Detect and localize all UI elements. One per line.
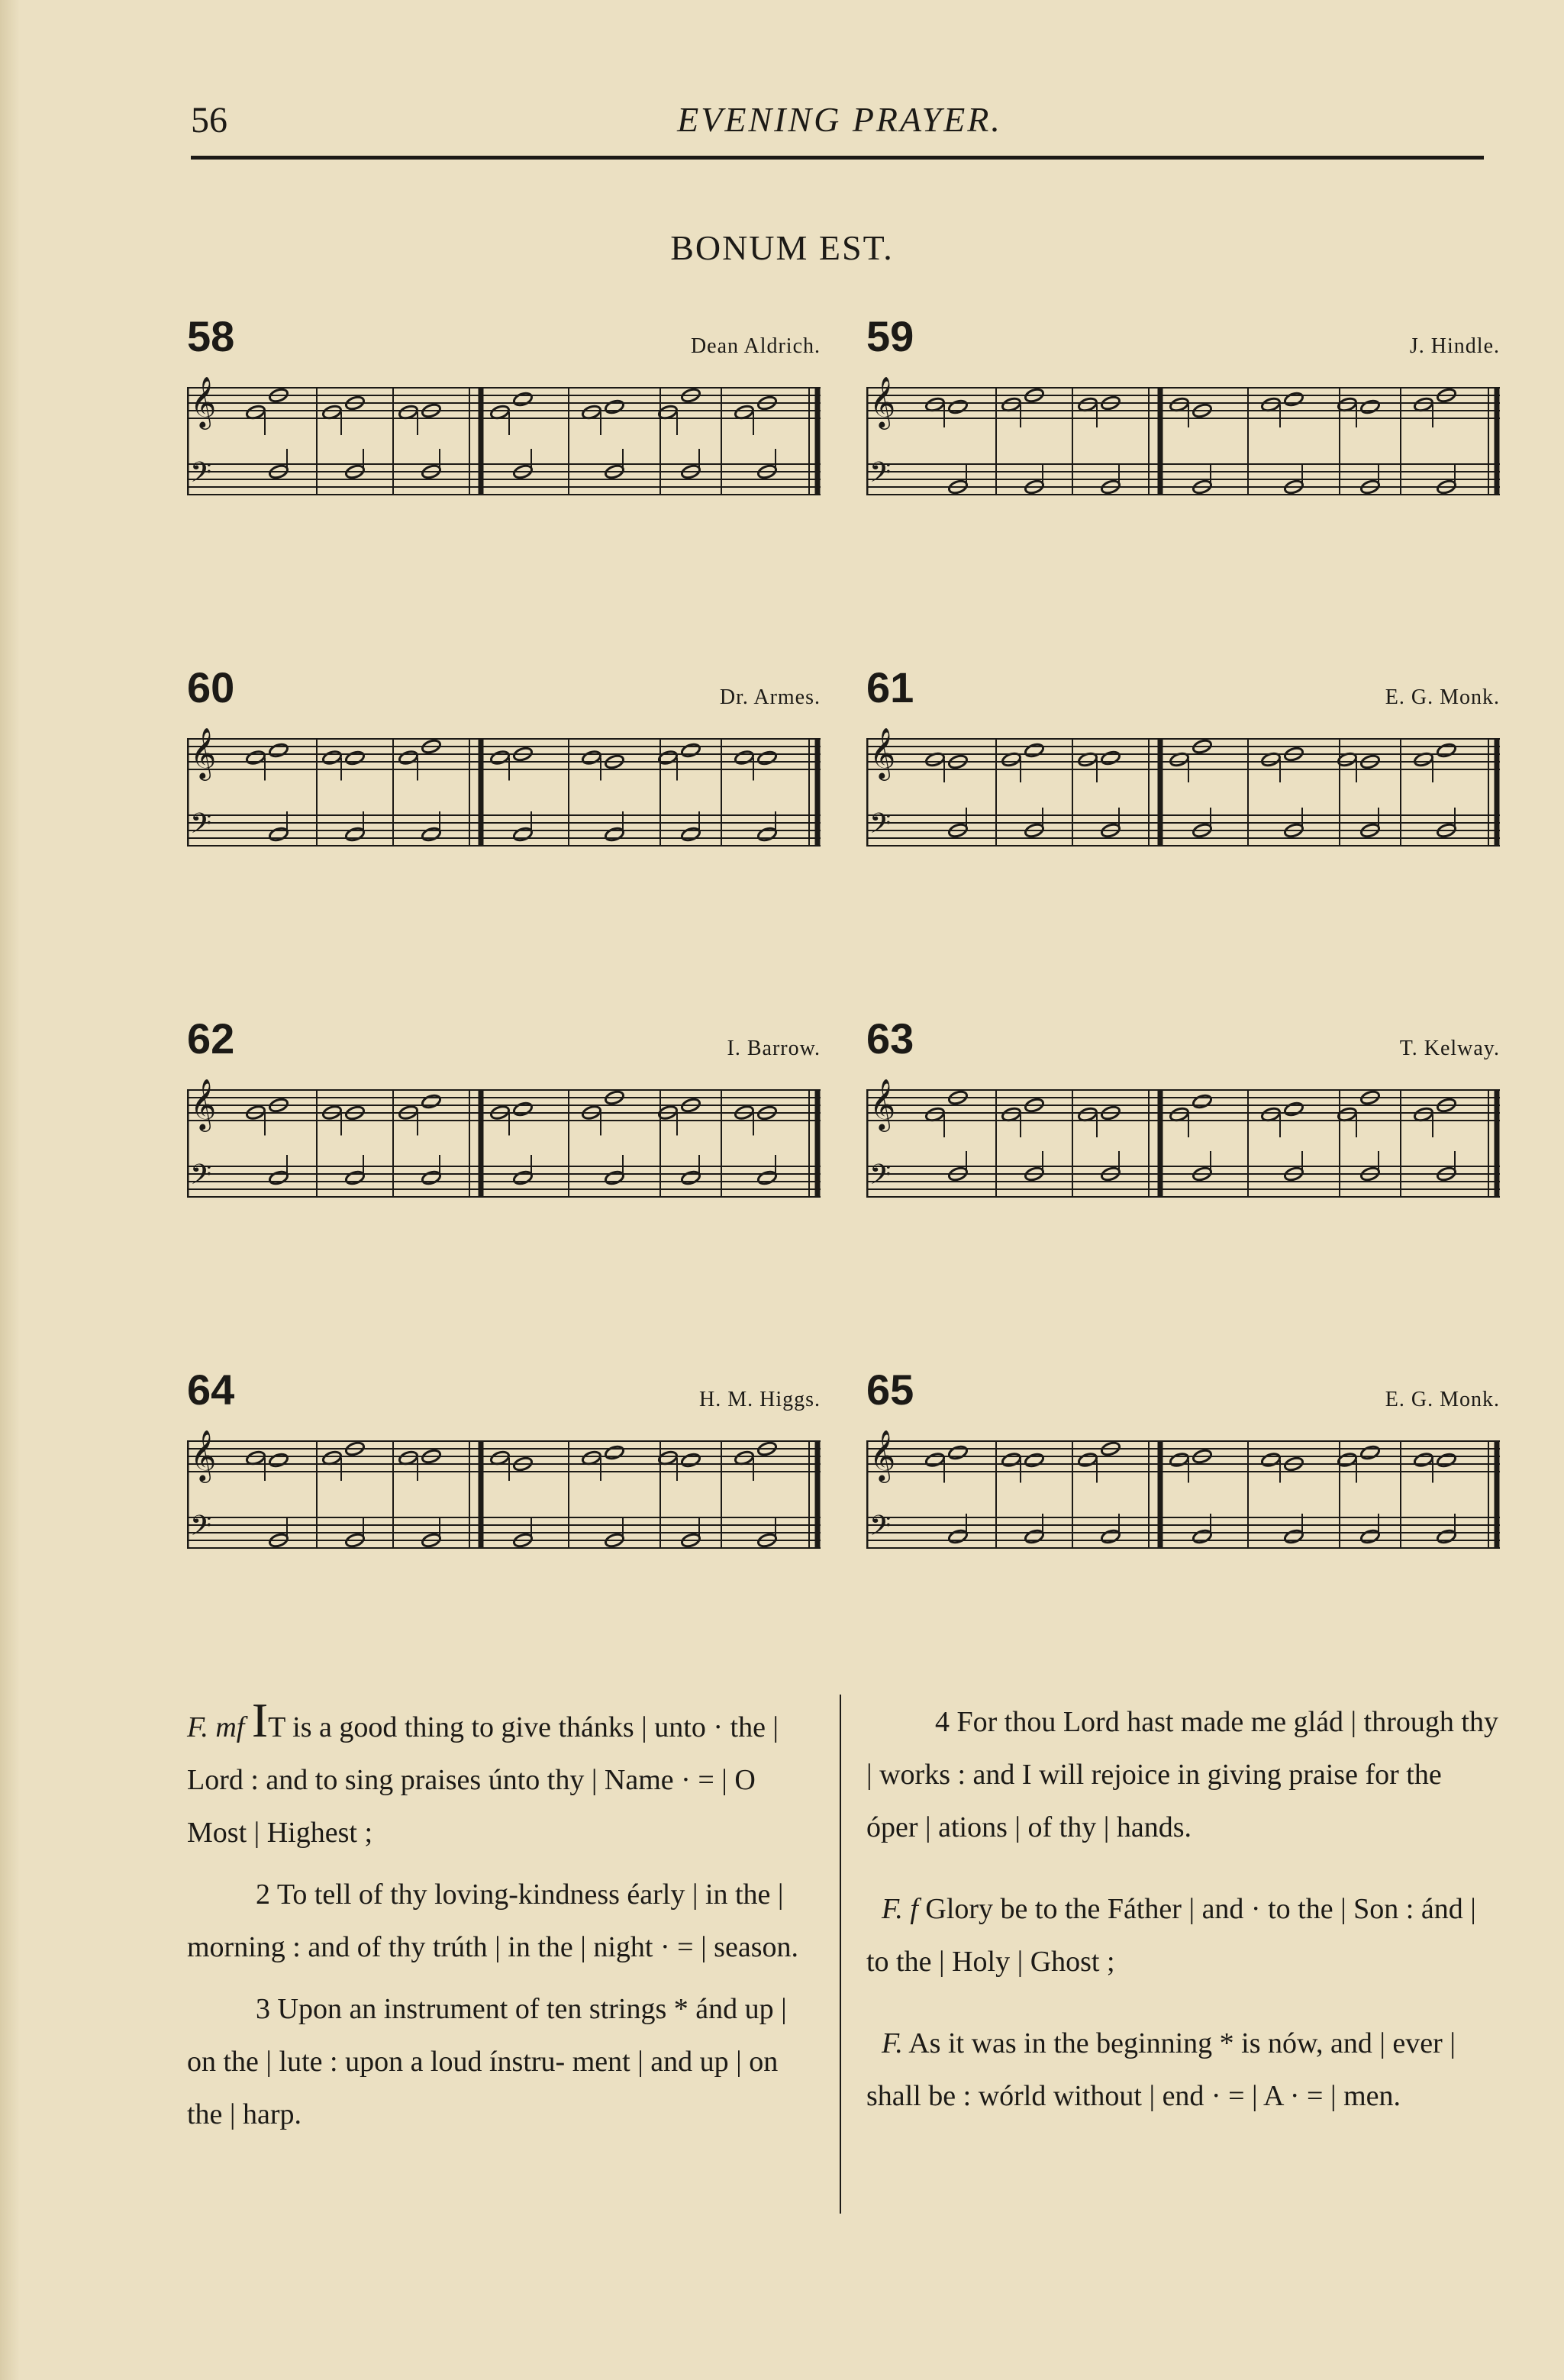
drop-cap: I bbox=[251, 1693, 269, 1747]
chant-number: 64 bbox=[187, 1366, 235, 1414]
music-score bbox=[187, 1067, 821, 1220]
note-head bbox=[1260, 1452, 1281, 1468]
music-score bbox=[187, 365, 821, 518]
note-head bbox=[268, 1169, 289, 1185]
note-head bbox=[604, 1444, 624, 1460]
verse-1 bbox=[187, 1693, 821, 1859]
note-head bbox=[1100, 1528, 1121, 1544]
note-head bbox=[398, 750, 418, 766]
gloria bbox=[866, 1883, 1500, 1988]
note-head bbox=[321, 750, 342, 766]
note-head bbox=[421, 826, 441, 842]
note-head bbox=[1436, 742, 1456, 758]
column-divider bbox=[840, 1695, 841, 2214]
note-head bbox=[924, 1452, 945, 1468]
note-head bbox=[581, 750, 601, 766]
note-head bbox=[1024, 1452, 1044, 1468]
note-head bbox=[947, 1528, 968, 1544]
treble-clef-icon: 𝄞 bbox=[190, 376, 217, 427]
text-column-left bbox=[187, 1693, 821, 2141]
treble-clef-icon: 𝄞 bbox=[190, 1078, 217, 1130]
note-head bbox=[1283, 1528, 1304, 1544]
note-head bbox=[1100, 750, 1121, 766]
chant-composer: E. G. Monk. bbox=[1385, 1388, 1500, 1411]
chant-composer: Dr. Armes. bbox=[719, 685, 821, 709]
note-head bbox=[268, 1452, 289, 1468]
chant-number: 62 bbox=[187, 1014, 235, 1063]
note-head bbox=[344, 750, 365, 766]
note-head bbox=[947, 1444, 968, 1460]
note-head bbox=[756, 750, 777, 766]
chant-composer: I. Barrow. bbox=[727, 1037, 821, 1060]
verse-3: 3 Upon an instrument of ten strings * ánd up | on the | lute : upon a loud ínstru- ment | and up | on the | harp. bbox=[187, 1993, 787, 2130]
note-head bbox=[1359, 1528, 1380, 1544]
music-score bbox=[866, 716, 1500, 869]
note-head bbox=[680, 1452, 701, 1468]
note-head bbox=[1283, 391, 1304, 407]
page-edge bbox=[0, 0, 20, 2380]
chant-61 bbox=[866, 663, 1500, 892]
music-score bbox=[866, 1067, 1500, 1220]
note-head bbox=[1359, 398, 1380, 414]
running-title: EVENING PRAYER. bbox=[677, 100, 1002, 139]
note-head bbox=[512, 1169, 533, 1185]
verse-2: 2 To tell of thy loving-kindness éarly | in the | morning : and of thy trúth | in the | night · = | season. bbox=[187, 1879, 798, 1963]
section-title: BONUM EST. bbox=[670, 228, 894, 267]
note-head bbox=[734, 750, 754, 766]
music-score bbox=[187, 1418, 821, 1571]
text-column-right bbox=[866, 1696, 1500, 2123]
note-head bbox=[947, 398, 968, 414]
music-score bbox=[866, 365, 1500, 518]
chant-number: 63 bbox=[866, 1014, 914, 1063]
treble-clef-icon: 𝄞 bbox=[869, 1078, 896, 1130]
gloria-text: Glory be to the Fáther | and · to the | Son : ánd | to the | Holy | Ghost ; bbox=[866, 1893, 1476, 1978]
bass-clef-icon: 𝄢 bbox=[869, 1159, 892, 1198]
note-head bbox=[245, 750, 266, 766]
note-head bbox=[512, 1101, 533, 1117]
note-head bbox=[1359, 1444, 1380, 1460]
chant-composer: T. Kelway. bbox=[1399, 1037, 1500, 1060]
note-head bbox=[680, 826, 701, 842]
verse-text: T is a good thing to give thánks | unto · the | Lord : and to sing praises únto thy | Name · = | O Most | Highest ; bbox=[187, 1711, 779, 1849]
note-head bbox=[1436, 1452, 1456, 1468]
note-head bbox=[604, 398, 624, 414]
chant-number: 65 bbox=[866, 1366, 914, 1414]
chant-58 bbox=[187, 311, 821, 540]
chant-60 bbox=[187, 663, 821, 892]
note-head bbox=[344, 1169, 365, 1185]
header-rule bbox=[191, 156, 1484, 160]
chant-number: 60 bbox=[187, 663, 235, 711]
amen-text: As it was in the beginning * is nów, and | ever | shall be : wórld without | end · = | A · = | men. bbox=[866, 2027, 1456, 2112]
dynamic-mark: F. bbox=[882, 2027, 903, 2059]
note-head bbox=[604, 1169, 624, 1185]
note-head bbox=[1001, 1452, 1021, 1468]
note-head bbox=[1192, 1528, 1212, 1544]
page-header bbox=[191, 99, 1488, 160]
note-head bbox=[421, 1093, 441, 1109]
note-head bbox=[421, 1169, 441, 1185]
bass-clef-icon: 𝄢 bbox=[869, 808, 892, 847]
bass-clef-icon: 𝄢 bbox=[190, 1159, 212, 1198]
chant-65 bbox=[866, 1365, 1500, 1594]
note-head bbox=[680, 742, 701, 758]
note-head bbox=[344, 826, 365, 842]
chant-number: 61 bbox=[866, 663, 914, 711]
note-head bbox=[1192, 1093, 1212, 1109]
note-head bbox=[1024, 1528, 1044, 1544]
bass-clef-icon: 𝄢 bbox=[190, 1510, 212, 1549]
chant-63 bbox=[866, 1014, 1500, 1243]
note-head bbox=[1024, 742, 1044, 758]
note-head bbox=[1169, 1452, 1189, 1468]
note-head bbox=[1077, 1452, 1098, 1468]
note-head bbox=[1413, 1452, 1433, 1468]
note-head bbox=[512, 826, 533, 842]
treble-clef-icon: 𝄞 bbox=[190, 1429, 217, 1481]
note-head bbox=[268, 826, 289, 842]
note-head bbox=[756, 826, 777, 842]
note-head bbox=[489, 750, 510, 766]
bass-clef-icon: 𝄢 bbox=[869, 456, 892, 495]
note-head bbox=[604, 826, 624, 842]
treble-clef-icon: 𝄞 bbox=[869, 727, 896, 779]
dynamic-mark: F. mf bbox=[187, 1711, 245, 1743]
bass-clef-icon: 𝄢 bbox=[869, 1510, 892, 1549]
verse-4: 4 For thou Lord hast made me glád | through thy | works : and I will rejoice in giving praise for the óper | ations | of thy | hands. bbox=[866, 1706, 1498, 1843]
treble-clef-icon: 𝄞 bbox=[869, 376, 896, 427]
note-head bbox=[512, 391, 533, 407]
chant-composer: J. Hindle. bbox=[1409, 334, 1500, 358]
gloria-amen bbox=[866, 2017, 1500, 2123]
note-head bbox=[680, 1169, 701, 1185]
music-score bbox=[866, 1418, 1500, 1571]
bass-clef-icon: 𝄢 bbox=[190, 456, 212, 495]
chant-62 bbox=[187, 1014, 821, 1243]
chant-59 bbox=[866, 311, 1500, 540]
chant-number: 58 bbox=[187, 312, 235, 360]
music-score bbox=[187, 716, 821, 869]
chant-number: 59 bbox=[866, 312, 914, 360]
dynamic-mark: F. f bbox=[882, 1893, 918, 1925]
chant-composer: Dean Aldrich. bbox=[690, 334, 821, 358]
page-number: 56 bbox=[191, 100, 227, 140]
bass-clef-icon: 𝄢 bbox=[190, 808, 212, 847]
chant-64 bbox=[187, 1365, 821, 1594]
treble-clef-icon: 𝄞 bbox=[190, 727, 217, 779]
note-head bbox=[1436, 1528, 1456, 1544]
chant-composer: H. M. Higgs. bbox=[698, 1388, 821, 1411]
note-head bbox=[268, 742, 289, 758]
note-head bbox=[756, 1169, 777, 1185]
chant-composer: E. G. Monk. bbox=[1385, 685, 1500, 709]
note-head bbox=[1283, 1101, 1304, 1117]
treble-clef-icon: 𝄞 bbox=[869, 1429, 896, 1481]
